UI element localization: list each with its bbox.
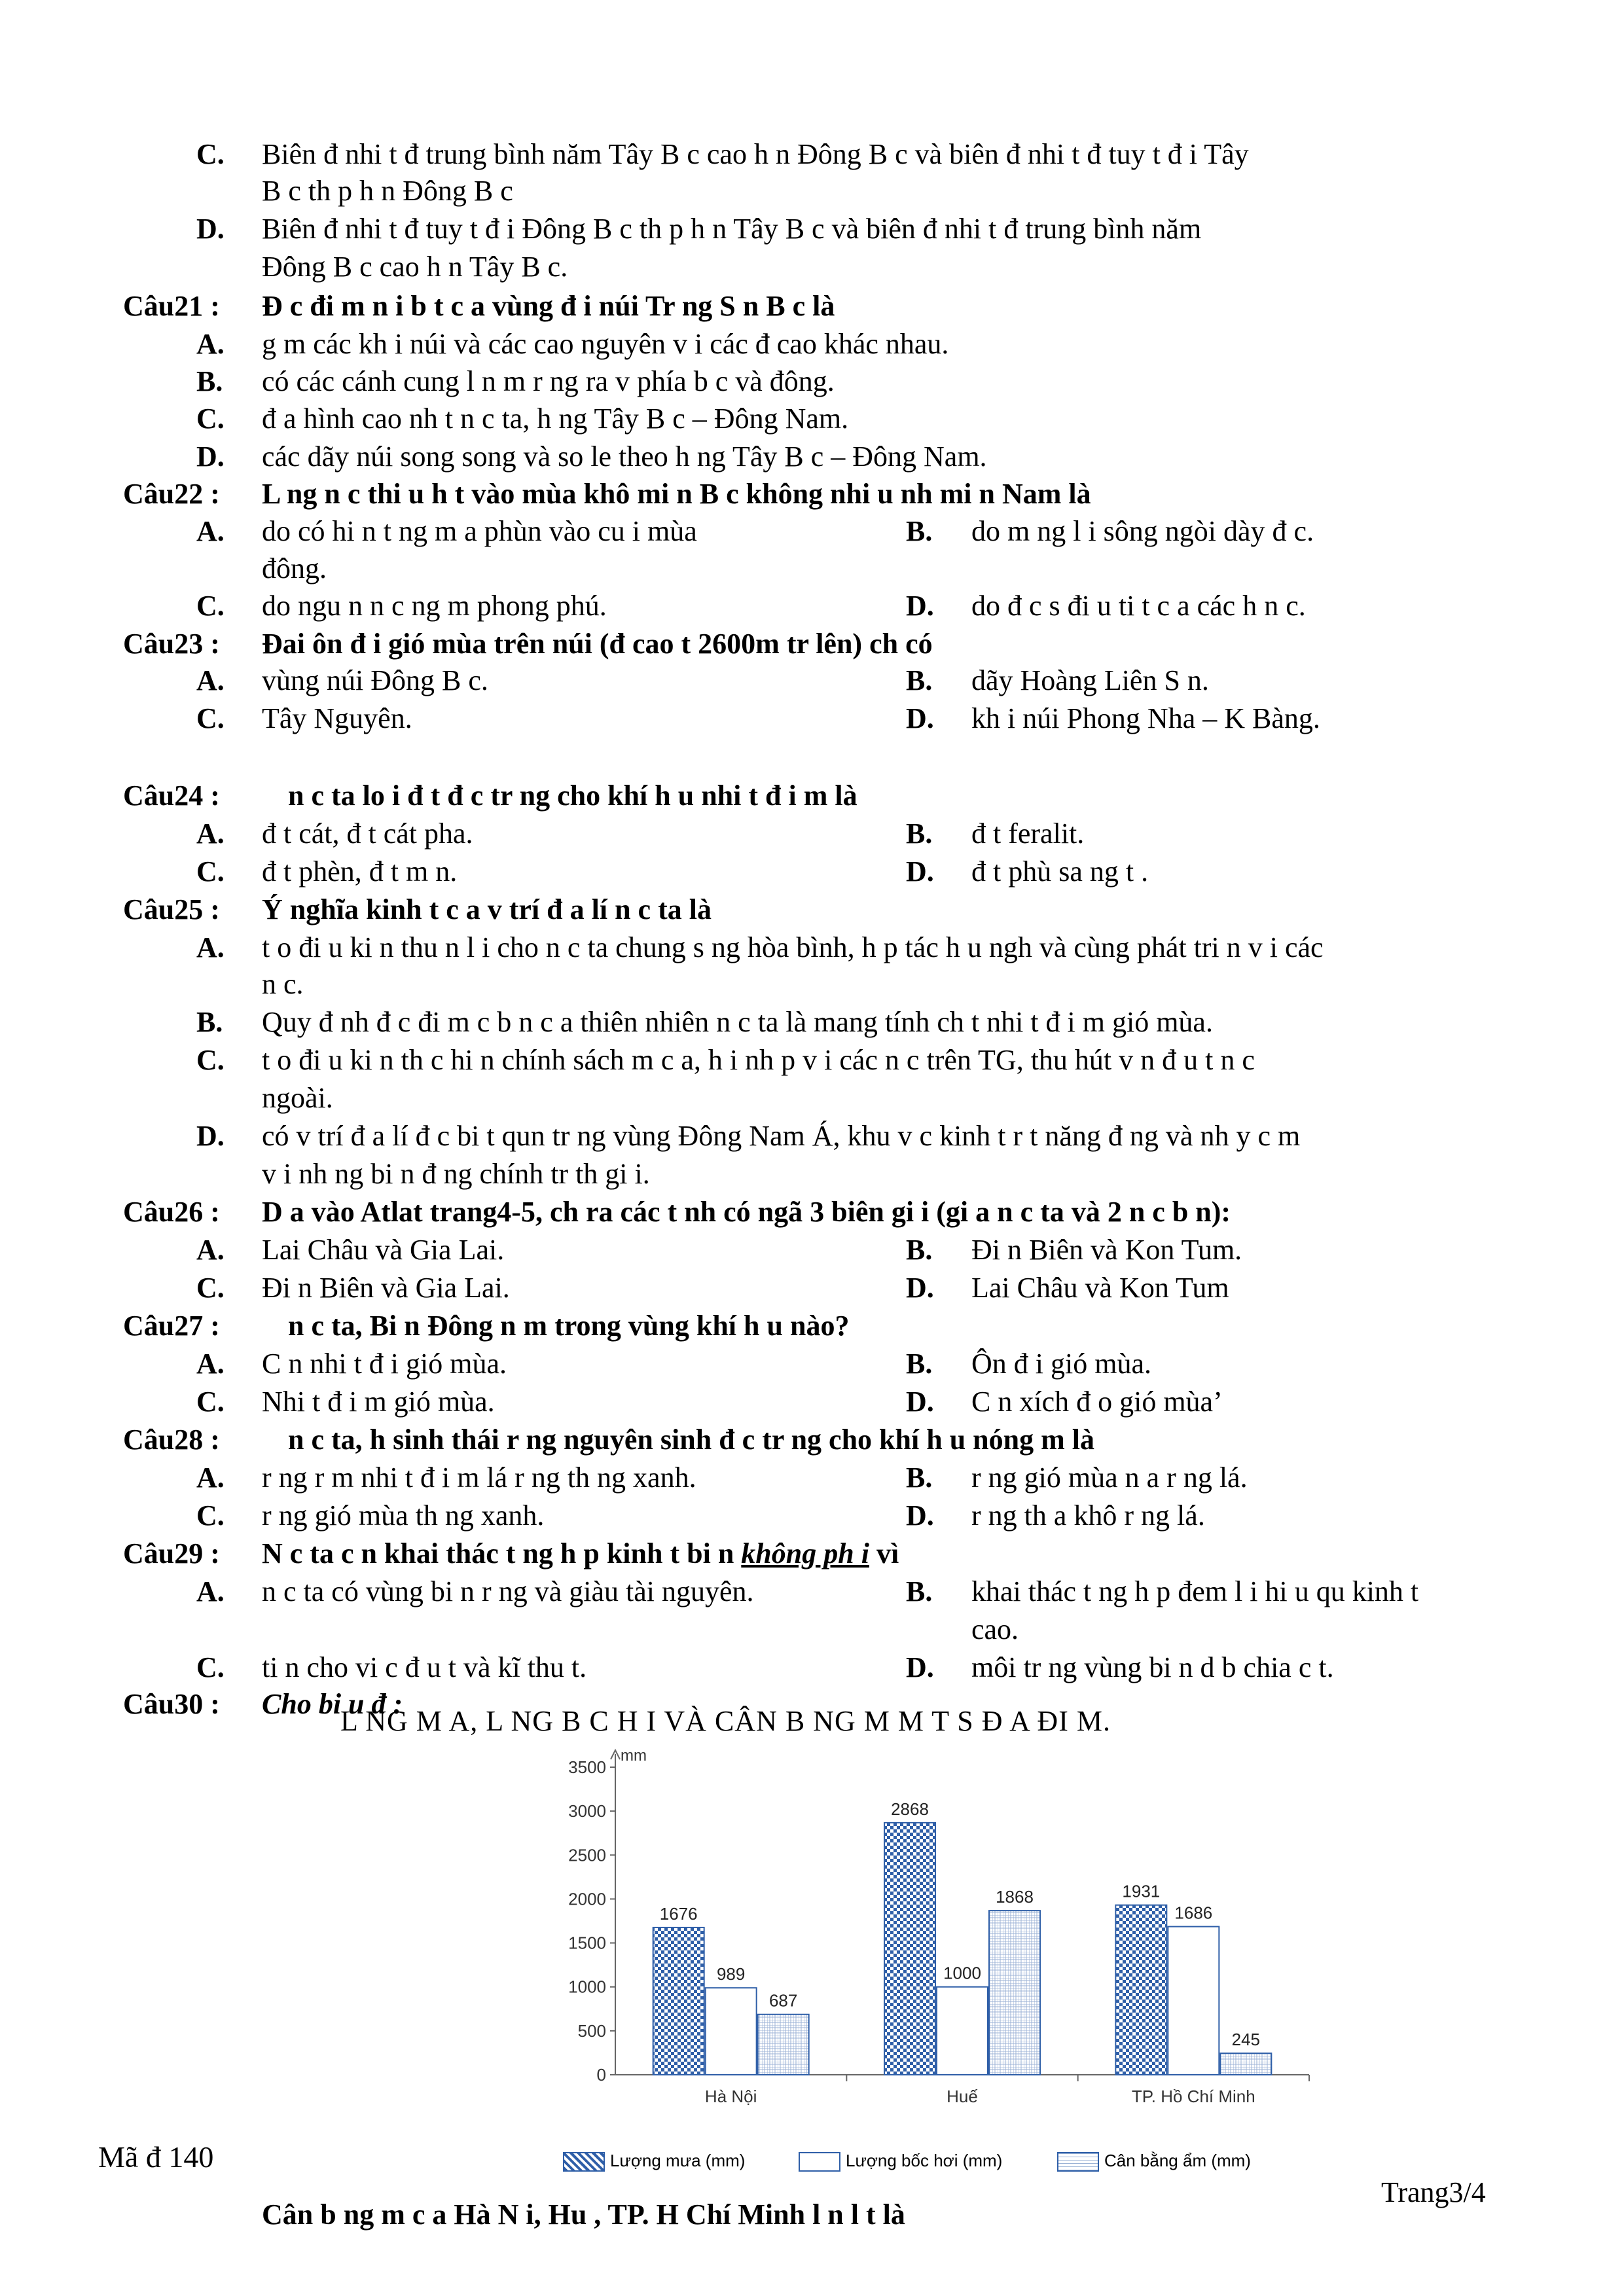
q26-option-c: Đi n Biên và Gia Lai. <box>262 1272 510 1304</box>
y-axis-unit: mm <box>621 1748 647 1765</box>
q26-label: Câu26 : <box>123 1196 220 1228</box>
data-label: 1686 <box>1174 1903 1213 1923</box>
q23-option-c: Tây Nguyên. <box>262 702 412 734</box>
q25-option-d: có v trí đ a lí đ c bi t qun tr ng vùng Đông Nam Á, khu v c kinh t r t năng đ ng và nh y c m <box>262 1120 1301 1152</box>
option-label: B. <box>196 1006 223 1038</box>
option-label: D. <box>196 440 225 473</box>
option-label: C. <box>196 1044 225 1076</box>
option-label: D. <box>906 1651 934 1683</box>
option-label: C. <box>196 138 225 170</box>
option-label: C. <box>196 1499 225 1532</box>
q22-label: Câu22 : <box>123 478 220 510</box>
data-label: 1676 <box>659 1903 698 1924</box>
q21-option-d: các dãy núi song song và so le theo h ng Tây B c – Đông Nam. <box>262 440 987 473</box>
q23-stem: Đai ôn đ i gió mùa trên núi (đ cao t 2600m tr lên) ch có <box>262 628 933 660</box>
exam-code: Mã đ 140 <box>98 2140 214 2174</box>
q21-option-c: đ a hình cao nh t n c ta, h ng Tây B c – Đông Nam. <box>262 403 849 435</box>
category-label: Huế <box>947 2087 978 2106</box>
chart-title: L NG M A, L NG B C H I VÀ CÂN B NG M M T S Đ A ĐI M. <box>340 1705 1111 1737</box>
option-label: D. <box>196 213 225 245</box>
y-tick-label: 2500 <box>568 1845 606 1865</box>
q20-option-c-cont: B c th p h n Đông B c <box>262 175 513 207</box>
option-label: C. <box>196 702 225 734</box>
option-label: A. <box>196 328 225 360</box>
option-label: D. <box>906 1499 934 1532</box>
q22-option-a-cont: đông. <box>262 552 327 584</box>
bar-0 <box>884 1823 935 2075</box>
q21-label: Câu21 : <box>123 290 220 322</box>
data-label: 989 <box>716 1964 746 1984</box>
option-label: C. <box>196 403 225 435</box>
option-label: B. <box>906 1348 933 1380</box>
option-label: D. <box>906 1386 934 1418</box>
q25-option-c-cont: ngoài. <box>262 1082 333 1114</box>
option-label: A. <box>196 1462 225 1494</box>
q26-option-b: Đi n Biên và Kon Tum. <box>971 1234 1242 1266</box>
q27-option-b: Ôn đ i gió mùa. <box>971 1348 1151 1380</box>
option-label: B. <box>196 365 223 397</box>
q25-option-b: Quy đ nh đ c đi m c b n c a thiên nhiên n c ta là mang tính ch t nhi t đ i m gió mùa. <box>262 1006 1213 1038</box>
bar-0 <box>653 1928 704 2075</box>
q28-option-b: r ng gió mùa n a r ng lá. <box>971 1462 1248 1494</box>
bar-1 <box>706 1988 757 2075</box>
y-tick-label: 1000 <box>568 1977 606 1997</box>
q29-emphasis: không ph i <box>741 1537 869 1570</box>
y-tick-label: 3000 <box>568 1801 606 1821</box>
q25-option-c: t o đi u ki n th c hi n chính sách m c a, h i nh p v i các n c trên TG, thu hút v n đ u t n c <box>262 1044 1255 1076</box>
option-label: C. <box>196 1272 225 1304</box>
q27-option-a: C n nhi t đ i gió mùa. <box>262 1348 507 1380</box>
option-label: A. <box>196 1234 225 1266</box>
y-tick-label: 1500 <box>568 1933 606 1953</box>
y-tick-label: 3500 <box>568 1757 606 1777</box>
option-label: D. <box>906 855 934 888</box>
option-label: C. <box>196 1651 225 1683</box>
q26-stem: D a vào Atlat trang4-5, ch ra các t nh có ngã 3 biên gi i (gi a n c ta và 2 n c b n): <box>262 1196 1231 1228</box>
q20-option-d-cont: Đông B c cao h n Tây B c. <box>262 251 568 283</box>
q20-option-d: Biên đ nhi t đ tuy t đ i Đông B c th p h n Tây B c và biên đ nhi t đ trung bình năm <box>262 213 1202 245</box>
q24-label: Câu24 : <box>123 780 220 812</box>
q24-option-b: đ t feralit. <box>971 817 1085 850</box>
option-label: B. <box>906 1234 933 1266</box>
bar-1 <box>937 1987 988 2075</box>
q29-option-b: khai thác t ng h p đem l i hi u qu kinh t <box>971 1575 1419 1607</box>
q20-option-c: Biên đ nhi t đ trung bình năm Tây B c cao h n Đông B c và biên đ nhi t đ tuy t đ i Tây <box>262 138 1249 170</box>
data-label: 245 <box>1231 2030 1261 2050</box>
y-tick-label: 500 <box>577 2020 606 2041</box>
q21-stem: Đ c đi m n i b t c a vùng đ i núi Tr ng S n B c là <box>262 290 835 322</box>
q27-option-c: Nhi t đ i m gió mùa. <box>262 1386 495 1418</box>
page-number: Trang3/4 <box>1381 2176 1486 2208</box>
category-label: TP. Hồ Chí Minh <box>1131 2087 1255 2106</box>
q27-option-d: C n xích đ o gió mùa’ <box>971 1386 1223 1418</box>
bar-1 <box>1168 1927 1219 2075</box>
bar-chart <box>537 1748 1322 2127</box>
category-label: Hà Nội <box>704 2087 757 2106</box>
q24-option-d: đ t phù sa ng t . <box>971 855 1149 888</box>
q28-label: Câu28 : <box>123 1424 220 1456</box>
option-label: A. <box>196 664 225 696</box>
option-label: A. <box>196 515 225 547</box>
option-label: B. <box>906 1575 933 1607</box>
q23-option-b: dãy Hoàng Liên S n. <box>971 664 1209 696</box>
option-label: C. <box>196 1386 225 1418</box>
q28-option-c: r ng gió mùa th ng xanh. <box>262 1499 545 1532</box>
q22-option-a: do có hi n t ng m a phùn vào cu i mùa <box>262 515 697 547</box>
q29-option-c: ti n cho vi c đ u t và kĩ thu t. <box>262 1651 587 1683</box>
q27-label: Câu27 : <box>123 1310 220 1342</box>
q22-option-d: do đ c s đi u ti t c a các h n c. <box>971 590 1306 622</box>
q25-option-a-cont: n c. <box>262 968 304 1000</box>
q27-stem: n c ta, Bi n Đông n m trong vùng khí h u nào? <box>288 1310 850 1342</box>
q23-label: Câu23 : <box>123 628 220 660</box>
bar-2 <box>989 1910 1040 2075</box>
option-label: A. <box>196 931 225 963</box>
legend-label-rain: Lượng mưa (mm) <box>610 2151 746 2170</box>
legend-label-evaporation: Lượng bốc hơi (mm) <box>846 2151 1003 2170</box>
bar-2 <box>758 2015 809 2075</box>
q28-stem: n c ta, h sinh thái r ng nguyên sinh đ c tr ng cho khí h u nóng m là <box>288 1424 1094 1456</box>
q29-option-b-cont: cao. <box>971 1613 1019 1645</box>
q24-option-c: đ t phèn, đ t m n. <box>262 855 458 888</box>
option-label: B. <box>906 1462 933 1494</box>
bar-0 <box>1115 1905 1166 2075</box>
option-label: B. <box>906 664 933 696</box>
y-tick-label: 0 <box>596 2065 606 2085</box>
legend-label-balance: Cân bằng ẩm (mm) <box>1104 2151 1251 2170</box>
q24-option-a: đ t cát, đ t cát pha. <box>262 817 473 850</box>
option-label: A. <box>196 1348 225 1380</box>
q21-option-a: g m các kh i núi và các cao nguyên v i các đ cao khác nhau. <box>262 328 949 360</box>
chart-legend <box>563 2145 1309 2178</box>
bar-2 <box>1220 2053 1271 2075</box>
option-label: C. <box>196 855 225 888</box>
q30-question: Cân b ng m c a Hà N i, Hu , TP. H Chí Minh l n l t là <box>262 2198 905 2231</box>
q29-option-d: môi tr ng vùng bi n d b chia c t. <box>971 1651 1334 1683</box>
option-label: D. <box>906 590 934 622</box>
q29-stem-end: vì <box>876 1537 899 1570</box>
legend-swatch-evaporation <box>799 2152 840 2172</box>
q25-stem: Ý nghĩa kinh t c a v trí đ a lí n c ta là <box>262 893 712 925</box>
q25-label: Câu25 : <box>123 893 220 925</box>
q22-stem: L ng n c thi u h t vào mùa khô mi n B c không nhi u nh mi n Nam là <box>262 478 1091 510</box>
q26-option-a: Lai Châu và Gia Lai. <box>262 1234 505 1266</box>
data-label: 2868 <box>891 1799 929 1819</box>
q22-option-b: do m ng l i sông ngòi dày đ c. <box>971 515 1314 547</box>
option-label: A. <box>196 817 225 850</box>
q21-option-b: có các cánh cung l n m r ng ra v phía b c và đông. <box>262 365 835 397</box>
q29-label: Câu29 : <box>123 1537 220 1570</box>
q28-option-d: r ng th a khô r ng lá. <box>971 1499 1205 1532</box>
data-label: 1000 <box>943 1963 981 1983</box>
option-label: D. <box>196 1120 225 1152</box>
q22-option-c: do ngu n n c ng m phong phú. <box>262 590 607 622</box>
q29-stem <box>262 1535 899 1572</box>
option-label: C. <box>196 590 225 622</box>
option-label: A. <box>196 1575 225 1607</box>
option-label: D. <box>906 1272 934 1304</box>
legend-swatch-balance <box>1057 2152 1099 2172</box>
q28-option-a: r ng r m nhi t đ i m lá r ng th ng xanh. <box>262 1462 696 1494</box>
q23-option-a: vùng núi Đông B c. <box>262 664 488 696</box>
option-label: B. <box>906 817 933 850</box>
data-label: 1931 <box>1122 1881 1161 1901</box>
q26-option-d: Lai Châu và Kon Tum <box>971 1272 1229 1304</box>
q29-stem-text: N c ta c n khai thác t ng h p kinh t bi n <box>262 1537 734 1570</box>
q29-option-a: n c ta có vùng bi n r ng và giàu tài nguyên. <box>262 1575 754 1607</box>
y-tick-label: 2000 <box>568 1889 606 1909</box>
data-label: 687 <box>768 1990 798 2011</box>
q23-option-d: kh i núi Phong Nha – K Bàng. <box>971 702 1320 734</box>
q24-stem: n c ta lo i đ t đ c tr ng cho khí h u nhi t đ i m là <box>288 780 857 812</box>
q30-label: Câu30 : <box>123 1688 220 1720</box>
legend-swatch-rain <box>563 2152 605 2172</box>
q30-stem: Cho bi u đ : <box>262 1688 403 1720</box>
data-label: 1868 <box>996 1887 1034 1907</box>
option-label: B. <box>906 515 933 547</box>
q25-option-d-cont: v i nh ng bi n đ ng chính tr th gi i. <box>262 1158 650 1190</box>
option-label: D. <box>906 702 934 734</box>
q25-option-a: t o đi u ki n thu n l i cho n c ta chung s ng hòa bình, h p tác h u ngh và cùng phát tri n v i các <box>262 931 1324 963</box>
